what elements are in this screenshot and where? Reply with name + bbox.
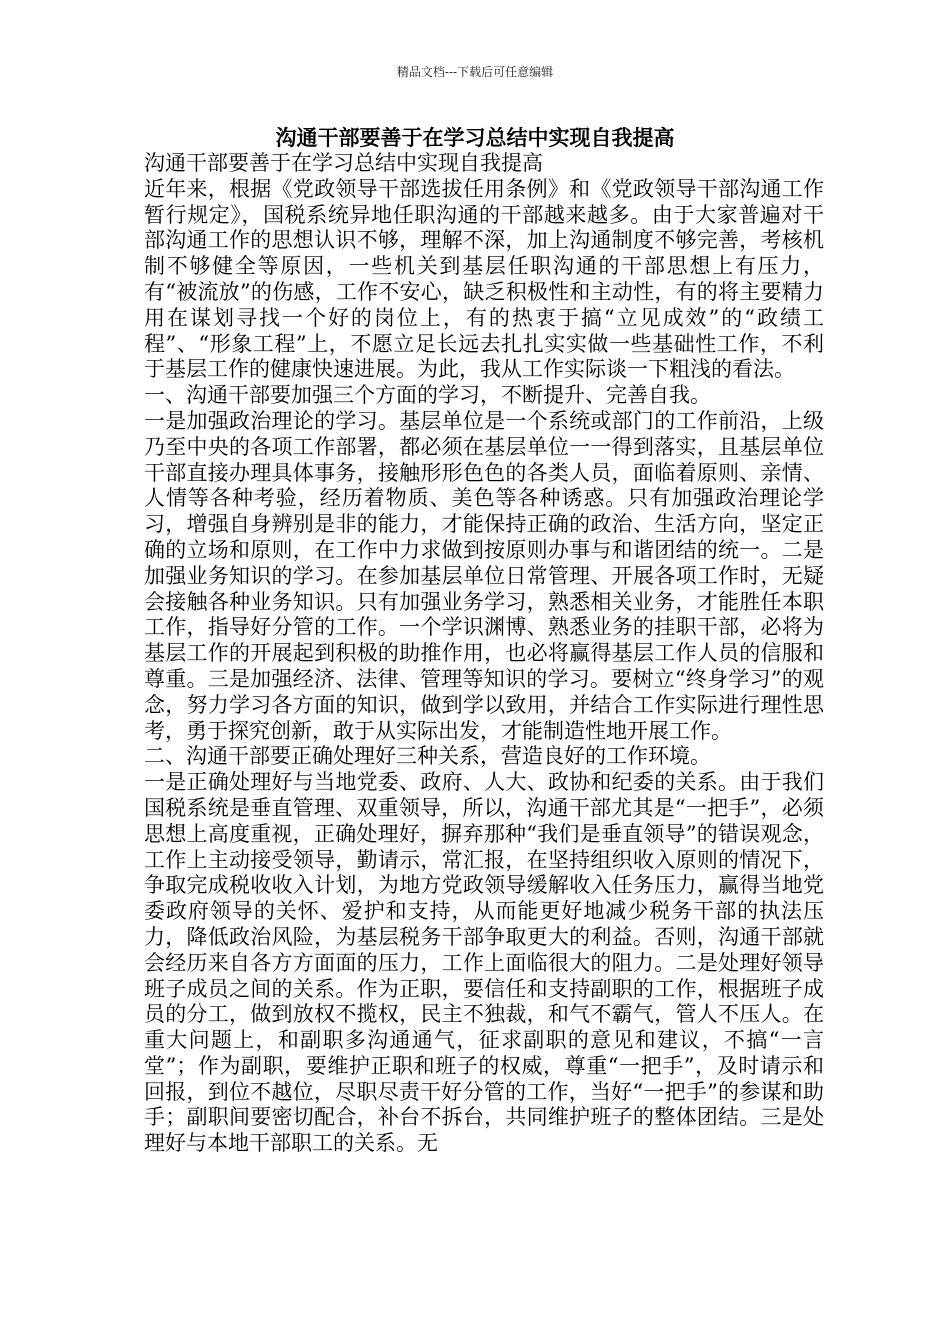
body-paragraph-learning: 一是加强政治理论的学习。基层单位是一个系统或部门的工作前沿，上级乃至中央的各项工作部署，都必须在基层单位一一得到落实，且基层单位干部直接办理具体事务，接触形形色色的各类人员，面临着原则、亲情、人情等各种考验，经历着物质、美色等各种诱惑。只有加强政治理论学习，增强自身辨别是非的能力，才能保持正确的政治、生活方向，坚定正确的立场和原则，在工作中力求做到按原则办事与和谐团结的统一。二是加强业务知识的学习。在参加基层单位日常管理、开展各项工作时，无疑会接触各种业务知识。只有加强业务学习，熟悉相关业务，才能胜任本职工作，指导好分管的工作。一个学识渊博、熟悉业务的挂职干部，必将为基层工作的开展起到积极的助推作用，也必将赢得基层工作人员的信服和尊重。三是加强经济、法律、管理等知识的学习。要树立“终身学习”的观念，努力学习各方面的知识，做到学以致用，并结合工作实际进行理性思考，勇于探究创新，敢于从实际出发，才能制造性地开展工作。 — [144, 408, 824, 743]
section-heading-one: 一、沟通干部要加强三个方面的学习，不断提升、完善自我。 — [144, 383, 711, 408]
document-title: 沟通干部要善于在学习总结中实现自我提高 — [275, 126, 675, 150]
body-paragraph-subtitle: 沟通干部要善于在学习总结中实现自我提高 — [144, 151, 543, 175]
page-header: 精品文档---下载后可任意编辑 — [396, 65, 554, 79]
body-paragraph-relations: 一是正确处理好与当地党委、政府、人大、政协和纪委的关系。由于我们国税系统是垂直管理、双重领导，所以，沟通干部尤其是“一把手”，必须思想上高度重视，正确处理好，摒弃那种“我们是垂直领导”的错误观念，工作上主动接受领导，勤请示，常汇报，在坚持组织收入原则的情况下，争取完成税收收入计划，为地方党政领导缓解收入任务压力，赢得当地党委政府领导的关怀、爱护和支持，从而能更好地减少税务干部的执法压力，降低政治风险，为基层税务干部争取更大的利益。否则，沟通干部就会经历来自各方方面面的压力，工作上面临很大的阻力。二是处理好领导班子成员之间的关系。作为正职，要信任和支持副职的工作，根据班子成员的分工，做到放权不揽权，民主不独裁，和气不霸气，管人不压人。在重大问题上，和副职多沟通通气，征求副职的意见和建议，不搞“一言堂”；作为副职，要维护正职和班子的权威，尊重“一把手”，及时请示和回报，到位不越位，尽职尽责干好分管的工作，当好“一把手”的参谋和助手；副职间要密切配合，补台不拆台，共同维护班子的整体团结。三是处理好与本地干部职工的关系。无 — [144, 770, 824, 1156]
body-paragraph-intro: 近年来，根据《党政领导干部选拔任用条例》和《党政领导干部沟通工作暂行规定》，国税系统异地任职沟通的干部越来越多。由于大家普遍对干部沟通工作的思想认识不够，理解不深，加上沟通制度不够完善，考核机制不够健全等原因，一些机关到基层任职沟通的干部思想上有压力，有“被流放”的伤感，工作不安心，缺乏积极性和主动性，有的将主要精力用在谋划寻找一个好的岗位上，有的热衷于搞“立见成效”的“政绩工程”、“形象工程”上，不愿立足长远去扎扎实实做一些基础性工作，不利于基层工作的健康快速进展。为此，我从工作实际谈一下粗浅的看法。 — [144, 176, 824, 382]
document-body — [144, 151, 824, 1157]
section-heading-two: 二、沟通干部要正确处理好三种关系，营造良好的工作环境。 — [144, 744, 711, 769]
